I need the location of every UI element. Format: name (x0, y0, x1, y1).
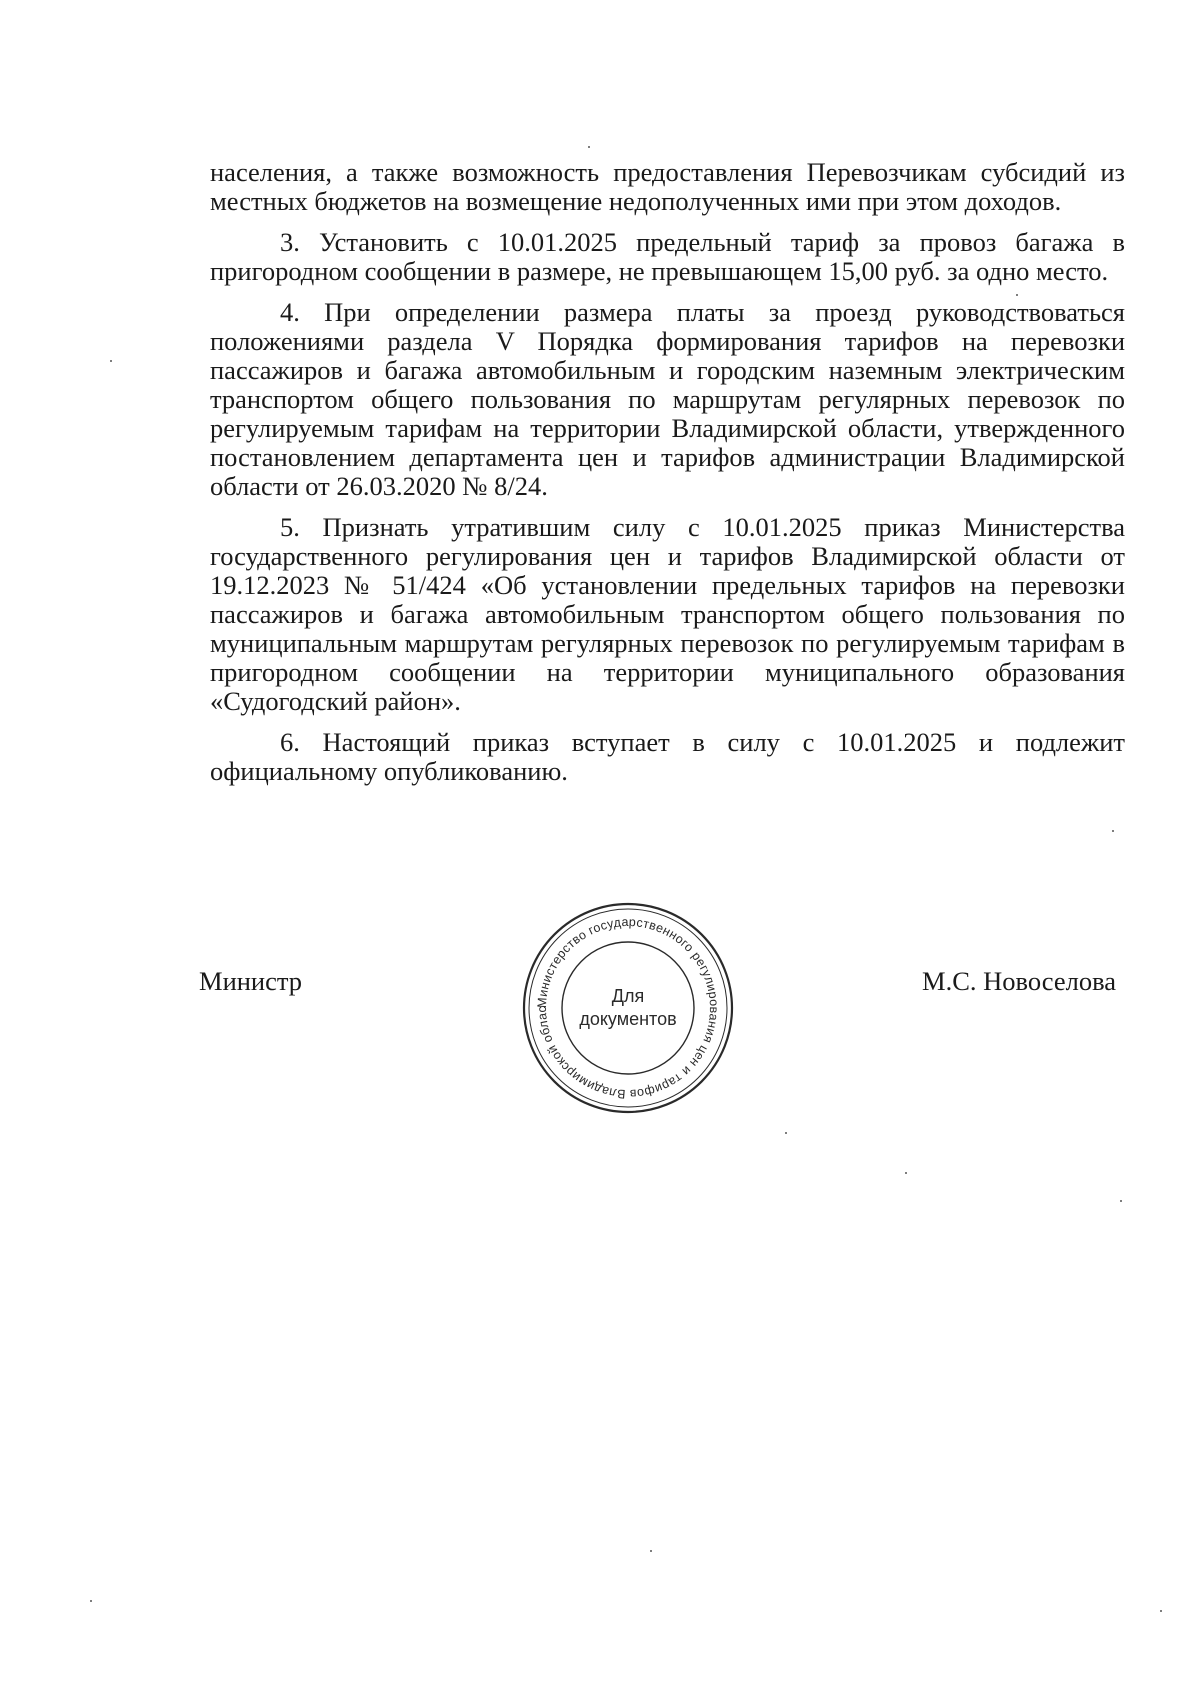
scan-speck (785, 1132, 787, 1134)
seal-inner-ring (562, 942, 694, 1074)
seal-center-line-1: Для (611, 986, 645, 1006)
seal-outer-ring (524, 904, 732, 1112)
official-seal (518, 898, 738, 1118)
paragraph-continuation: населения, а также возможность предоставления Перевозчикам субсидий из местных бюджетов на возмещение недополученных ими при этом доходов. (210, 157, 1125, 216)
scan-speck (1112, 830, 1114, 832)
signature-position: Министр (199, 966, 303, 996)
scan-speck (650, 1550, 652, 1552)
scan-speck (905, 1172, 907, 1174)
document-body (210, 158, 1125, 798)
scan-speck (1160, 1610, 1162, 1612)
seal-ring-text: Министерство государственного регулирования цен и тарифов Владимирской облас (534, 914, 722, 1102)
paragraph-item-4: 4. При определении размера платы за проезд руководствоваться положениями раздела V Порядка формирования тарифов на перевозки пассажиров и багажа автомобильным и городским наземным электрическим транспортом общего пользования по маршрутам регулярных перевозок по регулируемым тарифам на территории Владимирской области, утвержденного постановлением департамента цен и тарифов администрации Владимирской области от 26.03.2020 № 8/24. (210, 297, 1125, 501)
scan-speck (1016, 294, 1018, 296)
scan-speck (588, 146, 590, 148)
scan-speck (1120, 1200, 1122, 1202)
scan-speck (90, 1600, 92, 1602)
seal-center-line-2: документов (579, 1009, 677, 1029)
paragraph-item-6: 6. Настоящий приказ вступает в силу с 10.01.2025 и подлежит официальному опубликованию. (210, 727, 1125, 786)
signature-name: М.С. Новоселова (922, 966, 1116, 996)
paragraph-item-3: 3. Установить с 10.01.2025 предельный тариф за провоз багажа в пригородном сообщении в размере, не превышающем 15,00 руб. за одно место. (210, 227, 1125, 286)
paragraph-item-5: 5. Признать утратившим силу с 10.01.2025 приказ Министерства государственного регулирования цен и тарифов Владимирской области от 19.12.2023 № 51/424 «Об установлении предельных тарифов на перевозки пассажиров и багажа автомобильным транспортом общего пользования по муниципальным маршрутам регулярных перевозок по регулируемым тарифам в пригородном сообщении на территории муниципального образования «Судогодский район». (210, 512, 1125, 716)
scan-speck (110, 360, 112, 362)
seal-outer-ring-inner (529, 909, 727, 1107)
